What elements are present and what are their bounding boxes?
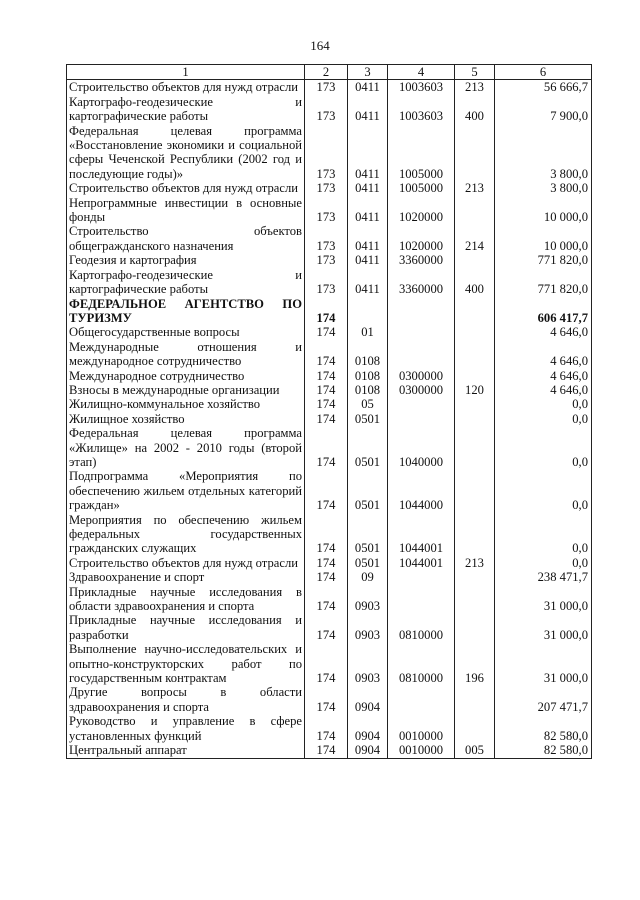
row-csr-cell: 1044000: [388, 469, 455, 512]
row-csr-cell: [388, 325, 455, 339]
row-vr-cell: 005: [455, 743, 495, 758]
table-body: [67, 80, 592, 758]
table-row: [67, 469, 592, 512]
row-sum-cell: 0,0: [495, 426, 592, 469]
row-name-cell: Взносы в международные организации: [67, 383, 305, 397]
table-row: [67, 585, 592, 614]
row-ved-cell: 173: [305, 268, 348, 297]
row-rz-cell: 0411: [348, 80, 388, 95]
row-sum-cell: 82 580,0: [495, 743, 592, 758]
row-csr-cell: [388, 685, 455, 714]
row-ved-cell: 173: [305, 196, 348, 225]
table-row: [67, 369, 592, 383]
row-sum-cell: 0,0: [495, 556, 592, 570]
row-rz-cell: 0501: [348, 556, 388, 570]
budget-table: [66, 64, 592, 759]
row-ved-cell: 174: [305, 513, 348, 556]
row-ved-cell: 174: [305, 642, 348, 685]
row-csr-cell: 1005000: [388, 181, 455, 195]
table-row: [67, 181, 592, 195]
row-name-cell: Руководство и управление в сфере установленных функций: [67, 714, 305, 743]
row-sum-cell: 3 800,0: [495, 181, 592, 195]
row-rz-cell: 0411: [348, 253, 388, 267]
row-rz-cell: 0903: [348, 585, 388, 614]
table-row: [67, 268, 592, 297]
row-rz-cell: 0904: [348, 743, 388, 758]
row-ved-cell: 174: [305, 613, 348, 642]
row-sum-cell: 4 646,0: [495, 325, 592, 339]
table-row: [67, 224, 592, 253]
row-name-cell: Геодезия и картография: [67, 253, 305, 267]
row-vr-cell: 120: [455, 383, 495, 397]
row-name-cell: Федеральная целевая программа «Восстановление экономики и социальной сферы Чеченской Республики (2002 год и последующие годы)»: [67, 124, 305, 182]
table-row: [67, 95, 592, 124]
table-row: [67, 80, 592, 95]
row-vr-cell: [455, 613, 495, 642]
row-ved-cell: 173: [305, 181, 348, 195]
row-name-cell: Жилищное хозяйство: [67, 412, 305, 426]
row-sum-cell: 3 800,0: [495, 124, 592, 182]
row-csr-cell: [388, 297, 455, 326]
row-csr-cell: 1005000: [388, 124, 455, 182]
row-vr-cell: [455, 340, 495, 369]
row-name-cell: Здравоохранение и спорт: [67, 570, 305, 584]
row-vr-cell: [455, 585, 495, 614]
row-name-cell: Международные отношения и международное сотрудничество: [67, 340, 305, 369]
row-vr-cell: [455, 412, 495, 426]
row-ved-cell: 174: [305, 556, 348, 570]
row-rz-cell: 0501: [348, 412, 388, 426]
row-name-cell: Прикладные научные исследования и разработки: [67, 613, 305, 642]
row-ved-cell: 174: [305, 369, 348, 383]
row-vr-cell: 213: [455, 181, 495, 195]
row-name-cell: Международное сотрудничество: [67, 369, 305, 383]
row-ved-cell: 174: [305, 714, 348, 743]
row-sum-cell: 7 900,0: [495, 95, 592, 124]
row-name-cell: Строительство объектов для нужд отрасли: [67, 80, 305, 95]
row-ved-cell: 173: [305, 80, 348, 95]
row-sum-cell: 0,0: [495, 513, 592, 556]
row-sum-cell: 56 666,7: [495, 80, 592, 95]
row-rz-cell: 05: [348, 397, 388, 411]
row-vr-cell: [455, 369, 495, 383]
row-vr-cell: 400: [455, 95, 495, 124]
row-sum-cell: 82 580,0: [495, 714, 592, 743]
table-row: [67, 714, 592, 743]
row-sum-cell: 31 000,0: [495, 642, 592, 685]
row-ved-cell: 174: [305, 743, 348, 758]
row-rz-cell: 0411: [348, 95, 388, 124]
row-sum-cell: 771 820,0: [495, 268, 592, 297]
table-row: [67, 253, 592, 267]
row-rz-cell: 09: [348, 570, 388, 584]
row-csr-cell: 1040000: [388, 426, 455, 469]
table-row: [67, 570, 592, 584]
row-rz-cell: 0501: [348, 426, 388, 469]
row-rz-cell: 0108: [348, 383, 388, 397]
row-name-cell: Мероприятия по обеспечению жильем федеральных государственных гражданских служащих: [67, 513, 305, 556]
table-row: [67, 743, 592, 758]
table-row: [67, 340, 592, 369]
row-name-cell: Строительство объектов общегражданского назначения: [67, 224, 305, 253]
row-rz-cell: 0411: [348, 196, 388, 225]
row-csr-cell: 0010000: [388, 714, 455, 743]
header-cell: 4: [388, 65, 455, 80]
row-csr-cell: [388, 397, 455, 411]
row-rz-cell: 0108: [348, 340, 388, 369]
row-name-cell: Подпрограмма «Мероприятия по обеспечению жильем отдельных категорий граждан»: [67, 469, 305, 512]
row-csr-cell: [388, 340, 455, 369]
row-csr-cell: 0810000: [388, 613, 455, 642]
row-sum-cell: 0,0: [495, 412, 592, 426]
row-csr-cell: 1044001: [388, 556, 455, 570]
row-vr-cell: 214: [455, 224, 495, 253]
row-ved-cell: 174: [305, 383, 348, 397]
header-cell: 1: [67, 65, 305, 80]
row-csr-cell: 1020000: [388, 196, 455, 225]
row-name-cell: Центральный аппарат: [67, 743, 305, 758]
row-sum-cell: 4 646,0: [495, 340, 592, 369]
table-row: [67, 297, 592, 326]
row-vr-cell: [455, 714, 495, 743]
row-name-cell: Федеральная целевая программа «Жилище» на 2002 - 2010 годы (второй этап): [67, 426, 305, 469]
row-csr-cell: 0010000: [388, 743, 455, 758]
row-vr-cell: [455, 124, 495, 182]
row-name-cell: Строительство объектов для нужд отрасли: [67, 181, 305, 195]
table-row: [67, 426, 592, 469]
row-sum-cell: 207 471,7: [495, 685, 592, 714]
table-row: [67, 196, 592, 225]
row-ved-cell: 174: [305, 570, 348, 584]
row-name-cell: Другие вопросы в области здравоохранения и спорта: [67, 685, 305, 714]
row-ved-cell: 174: [305, 685, 348, 714]
row-vr-cell: [455, 196, 495, 225]
row-ved-cell: 174: [305, 585, 348, 614]
row-vr-cell: [455, 685, 495, 714]
row-csr-cell: [388, 570, 455, 584]
row-name-cell: Строительство объектов для нужд отрасли: [67, 556, 305, 570]
row-name-cell: ФЕДЕРАЛЬНОЕ АГЕНТСТВО ПО ТУРИЗМУ: [67, 297, 305, 326]
row-sum-cell: 10 000,0: [495, 224, 592, 253]
row-vr-cell: [455, 253, 495, 267]
row-name-cell: Общегосударственные вопросы: [67, 325, 305, 339]
header-cell: 3: [348, 65, 388, 80]
row-rz-cell: 0903: [348, 613, 388, 642]
row-name-cell: Картографо-геодезические и картографические работы: [67, 95, 305, 124]
row-csr-cell: [388, 412, 455, 426]
row-vr-cell: [455, 469, 495, 512]
row-rz-cell: 0411: [348, 268, 388, 297]
row-ved-cell: 174: [305, 397, 348, 411]
table-row: [67, 642, 592, 685]
table-row: [67, 124, 592, 182]
row-name-cell: Непрограммные инвестиции в основные фонды: [67, 196, 305, 225]
header-cell: 5: [455, 65, 495, 80]
row-rz-cell: 0904: [348, 685, 388, 714]
row-sum-cell: 0,0: [495, 469, 592, 512]
row-rz-cell: [348, 297, 388, 326]
row-rz-cell: 0904: [348, 714, 388, 743]
row-vr-cell: [455, 325, 495, 339]
table-row: [67, 412, 592, 426]
table-row: [67, 513, 592, 556]
row-name-cell: Прикладные научные исследования в области здравоохранения и спорта: [67, 585, 305, 614]
row-csr-cell: 1020000: [388, 224, 455, 253]
row-ved-cell: 173: [305, 95, 348, 124]
row-csr-cell: 1003603: [388, 95, 455, 124]
row-csr-cell: 0810000: [388, 642, 455, 685]
row-vr-cell: [455, 570, 495, 584]
row-sum-cell: 4 646,0: [495, 383, 592, 397]
row-vr-cell: [455, 297, 495, 326]
row-rz-cell: 01: [348, 325, 388, 339]
row-vr-cell: 196: [455, 642, 495, 685]
row-csr-cell: 3360000: [388, 253, 455, 267]
row-vr-cell: 213: [455, 80, 495, 95]
row-csr-cell: 1003603: [388, 80, 455, 95]
row-ved-cell: 174: [305, 297, 348, 326]
row-vr-cell: 400: [455, 268, 495, 297]
row-vr-cell: [455, 513, 495, 556]
row-sum-cell: 4 646,0: [495, 369, 592, 383]
row-csr-cell: 0300000: [388, 369, 455, 383]
row-vr-cell: [455, 397, 495, 411]
row-sum-cell: 31 000,0: [495, 613, 592, 642]
row-name-cell: Картографо-геодезические и картографические работы: [67, 268, 305, 297]
row-sum-cell: 0,0: [495, 397, 592, 411]
row-vr-cell: [455, 426, 495, 469]
row-ved-cell: 173: [305, 224, 348, 253]
row-csr-cell: [388, 585, 455, 614]
row-csr-cell: 0300000: [388, 383, 455, 397]
row-ved-cell: 174: [305, 340, 348, 369]
row-name-cell: Выполнение научно-исследовательских и опытно-конструкторских работ по государственным контрактам: [67, 642, 305, 685]
row-ved-cell: 173: [305, 253, 348, 267]
row-rz-cell: 0501: [348, 513, 388, 556]
row-ved-cell: 174: [305, 426, 348, 469]
table-row: [67, 383, 592, 397]
table-row: [67, 556, 592, 570]
table-row: [67, 613, 592, 642]
row-rz-cell: 0411: [348, 181, 388, 195]
row-csr-cell: 3360000: [388, 268, 455, 297]
row-sum-cell: 238 471,7: [495, 570, 592, 584]
row-sum-cell: 10 000,0: [495, 196, 592, 225]
table-header-row: [67, 65, 592, 80]
row-ved-cell: 174: [305, 412, 348, 426]
row-sum-cell: 606 417,7: [495, 297, 592, 326]
row-rz-cell: 0903: [348, 642, 388, 685]
page-number: 164: [310, 38, 330, 53]
row-ved-cell: 174: [305, 325, 348, 339]
row-vr-cell: 213: [455, 556, 495, 570]
header-cell: 6: [495, 65, 592, 80]
row-sum-cell: 771 820,0: [495, 253, 592, 267]
row-rz-cell: 0411: [348, 224, 388, 253]
row-ved-cell: 173: [305, 124, 348, 182]
table-row: [67, 685, 592, 714]
table-row: [67, 325, 592, 339]
row-csr-cell: 1044001: [388, 513, 455, 556]
table-row: [67, 397, 592, 411]
row-rz-cell: 0501: [348, 469, 388, 512]
row-ved-cell: 174: [305, 469, 348, 512]
header-cell: 2: [305, 65, 348, 80]
row-rz-cell: 0411: [348, 124, 388, 182]
row-sum-cell: 31 000,0: [495, 585, 592, 614]
row-rz-cell: 0108: [348, 369, 388, 383]
row-name-cell: Жилищно-коммунальное хозяйство: [67, 397, 305, 411]
